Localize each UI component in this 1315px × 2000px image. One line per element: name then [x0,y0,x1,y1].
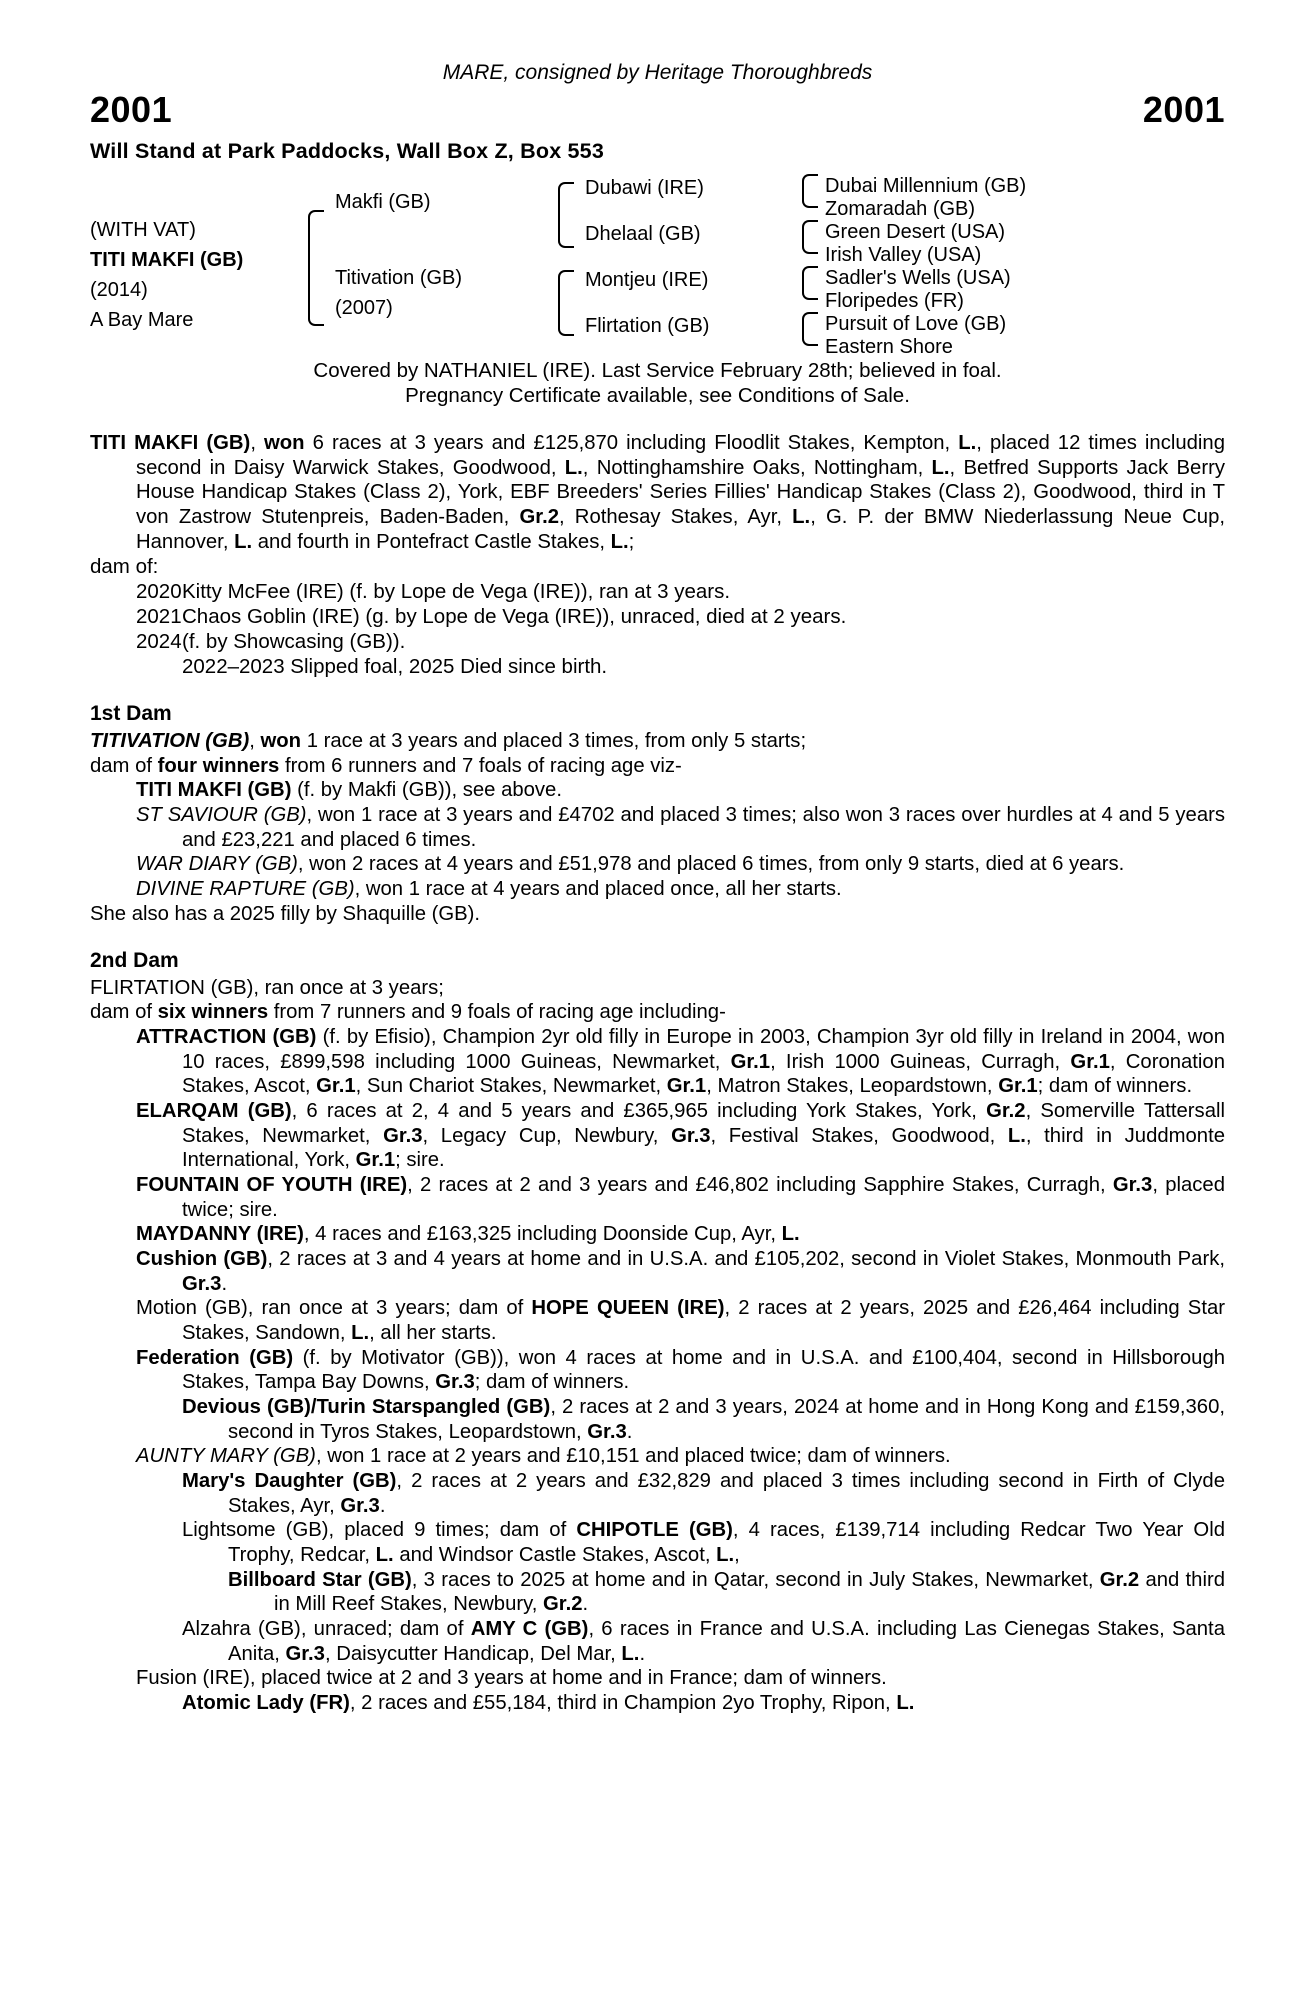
second-dam-entry [90,1346,1225,1395]
entry-text: , 2 races at 2 years, 2025 and £26,464 including Star Stakes, Sandown, [182,1297,1225,1345]
second-dam-entry [90,1691,1225,1716]
entry-black-type: Gr.1 [355,1149,396,1172]
second-dam-entry [90,1099,1225,1173]
entry-name: WAR DIARY (GB) [136,853,298,876]
entry-text: , 2 races at 3 and 4 years at home and in U.S.A. and £105,202, second in Violet Stakes, Monmouth Park, [267,1248,1225,1271]
entry-name: FOUNTAIN OF YOUTH (IRE) [136,1174,408,1197]
covering-line-1: Covered by NATHANIEL (IRE). Last Service February 28th; believed in foal. [313,358,1002,382]
lot-number-left: 2001 [90,88,173,130]
record-black-type-4: Gr.2 [519,506,559,529]
stand-location-line: Will Stand at Park Paddocks, Wall Box Z, Box 553 [90,138,604,163]
entry-text: , 2 races at 2 years and £32,829 and placed 3 times including second in Firth of Clyde Stakes, Ayr, [228,1469,1225,1517]
brace-ggp-2 [802,220,818,254]
entry-text: , 3 races to 2025 at home and in Qatar, second in July Stakes, Newmarket, [411,1568,1100,1591]
entry-text: (f. by Motivator (GB)), won 4 races at home and in U.S.A. and £100,404, second in Hillsborough Stakes, Tampa Bay Downs, [182,1346,1225,1394]
consignor-line: MARE, consigned by Heritage Thoroughbreds [442,61,873,84]
brace-sire [558,182,574,248]
entry-text: , all her starts. [369,1322,497,1345]
first-dam-entry [90,803,1225,852]
entry-text: , placed twice; sire. [182,1174,1225,1221]
entry-text: , Daisycutter Handicap, Del Mar, [324,1642,622,1665]
record-text-6: , G. P. der BMW Niederlassung Neue Cup, Hannover, [136,506,1225,553]
record-black-type-7: L. [610,530,629,553]
entry-black-type: AMY C (GB) [470,1617,589,1640]
entry-name: DIVINE RAPTURE (GB) [136,877,355,900]
entry-name: Fusion (IRE) [136,1667,250,1690]
entry-text: , Somerville Tattersall Stakes, Newmarket, [182,1100,1225,1147]
progeny-year: 2020 [136,580,182,604]
record-black-type-1: L. [958,432,977,455]
record-black-type-6: L. [234,530,253,553]
second-dam-entry [90,1469,1225,1518]
progeny-text: 2022–2023 Slipped foal, 2025 Died since birth. [182,655,608,679]
entry-text: , ran once at 3 years; dam of [247,1297,532,1320]
entry-name: ATTRACTION (GB) [136,1026,317,1049]
entry-text: , Matron Stakes, Leopardstown, [706,1075,999,1098]
entry-text: , Festival Stakes, Goodwood, [710,1124,1008,1147]
record-text-4: , Betfred Supports Jack Berry House Handicap Stakes (Class 2), York, EBF Breeders' Series Fillies' Handicap Stakes (Class 2), Goodwood, third in T von Zastrow Stutenpreis, Baden-Baden, [136,456,1225,529]
first-dam-entry [90,852,1225,877]
brace-ggp-1 [802,174,818,208]
entry-black-type: Gr.1 [998,1075,1038,1098]
progeny-row [90,604,1225,629]
entry-text: , 6 races in France and U.S.A. including Las Cienegas Stakes, Santa Anita, [228,1617,1225,1665]
sire-sire-name: Dubawi (IRE) [585,176,704,199]
covering-details [90,358,1225,409]
entry-text: . [379,1494,386,1517]
entry-black-type: L. [781,1223,800,1246]
entry-text: and third in Mill Reef Stakes, Newbury, [274,1568,1225,1616]
second-dam-entry [90,1025,1225,1099]
entry-black-type: Gr.2 [986,1100,1026,1123]
covering-line-2: Pregnancy Certificate available, see Conditions of Sale. [405,384,910,408]
race-record-name: TITI MAKFI (GB) [90,432,251,455]
dam-name: Titivation (GB) [335,266,463,289]
dam-sire-name: Montjeu (IRE) [585,268,709,291]
entry-black-type: HOPE QUEEN (IRE) [531,1297,725,1320]
second-dam-entry [90,1247,1225,1296]
second-dam-heading: 2nd Dam [90,949,179,973]
second-dam-entry [90,1395,1225,1444]
lot-number-right: 2001 [1142,88,1225,130]
subject-name: TITI MAKFI (GB) [90,248,244,271]
entry-text: , 2 races at 2 and 3 years and £46,802 including Sapphire Stakes, Curragh, [407,1174,1113,1197]
entry-name: Cushion (GB) [136,1248,268,1271]
first-dam-name: TITIVATION (GB) [90,729,250,752]
second-dam-line-2 [90,1000,1225,1025]
entry-text: , Irish 1000 Guineas, Curragh, [770,1050,1071,1073]
first-dam-entry [90,778,1225,803]
entry-black-type: Gr.1 [730,1050,771,1073]
entry-black-type: Gr.3 [285,1642,325,1665]
entry-text: , placed 9 times; dam of [328,1519,577,1542]
entry-name: Federation (GB) [136,1346,294,1369]
first-dam-line-1: TITIVATION (GB), won 1 race at 3 years and placed 3 times, from only 5 starts; [90,729,807,752]
progeny-year: 2024 [136,630,182,654]
entry-name: Alzahra (GB) [182,1617,301,1640]
progeny-list [90,579,1225,679]
pedigree-col-grandparents [585,174,800,344]
record-text-2: , placed 12 times including second in Daisy Warwick Stakes, Goodwood, [136,432,1225,479]
dam-dam-sire: Pursuit of Love (GB) [825,312,1007,335]
pedigree-col-sire-dam [335,174,555,326]
entry-black-type: Gr.3 [383,1124,423,1147]
entry-name: Billboard Star (GB) [228,1568,412,1591]
dam-dam-dam: Eastern Shore [825,335,953,358]
entry-name: Motion (GB) [136,1297,248,1320]
entry-text: , won 1 race at 4 years and placed once, all her starts. [354,877,842,900]
second-dam-name: FLIRTATION (GB) [90,976,254,999]
first-dam-won: won [260,729,302,752]
first-dam-entry [90,877,1225,902]
entry-black-type: L. [716,1543,735,1566]
pedigree-col-great-grandparents [825,174,1155,358]
entry-name: ST SAVIOUR (GB) [136,803,307,826]
brace-ggp-4 [802,312,818,346]
progeny-text: Chaos Goblin (IRE) (g. by Lope de Vega (IRE)), unraced, died at 2 years. [182,605,847,629]
entry-black-type: Gr.3 [435,1371,475,1394]
entry-text: . [582,1593,589,1616]
record-black-type-5: L. [792,506,811,529]
entry-black-type: Gr.2 [1099,1568,1140,1591]
entry-text: , Sun Chariot Stakes, Newmarket, [355,1075,667,1098]
entry-name: TITI MAKFI (GB) [136,779,292,802]
progeny-year: 2021 [136,605,182,629]
entry-text: and Windsor Castle Stakes, Ascot, [393,1543,717,1566]
entry-text: , 6 races at 2, 4 and 5 years and £365,965 including York Stakes, York, [291,1100,987,1123]
second-dam-damof-c: from 7 runners and 9 foals of racing age including- [268,1001,726,1024]
entry-text: , 4 races and £163,325 including Doonside Cup, Ayr, [303,1223,782,1246]
record-text-1: 6 races at 3 years and £125,870 including Floodlit Stakes, Kempton, [304,432,959,455]
progeny-row [90,654,1225,679]
entry-black-type: Gr.3 [587,1420,627,1443]
record-text-3: , Nottinghamshire Oaks, Nottingham, [582,456,932,479]
second-dam-entry-list [90,1025,1225,1715]
entry-black-type: Gr.3 [340,1494,380,1517]
progeny-year [90,654,182,679]
progeny-text: (f. by Showcasing (GB)). [182,630,406,654]
second-dam-entry [90,1617,1225,1666]
brace-dam [558,270,574,336]
second-dam-entry [90,1296,1225,1345]
race-record-won: won [264,432,305,455]
entry-text: . [639,1642,646,1665]
entry-black-type: L. [896,1691,915,1714]
entry-text: , unraced; dam of [300,1617,471,1640]
second-dam-entry [90,1222,1225,1247]
entry-text: , won 1 race at 2 years and £10,151 and placed twice; dam of winners. [315,1445,951,1468]
record-text-5: , Rothesay Stakes, Ayr, [558,506,793,529]
sire-dam-dam: Irish Valley (USA) [825,243,982,266]
pedigree-table [90,174,1225,358]
entry-name: Lightsome (GB) [182,1519,329,1542]
entry-text: ; dam of winners. [474,1371,630,1394]
first-dam-footer: She also has a 2025 filly by Shaquille (GB). [90,902,481,925]
entry-text: , [734,1543,740,1566]
vat-note: (WITH VAT) [90,218,196,241]
second-dam-entry [90,1666,1225,1691]
entry-name: Mary's Daughter (GB) [182,1469,397,1492]
first-dam-line-2 [90,754,1225,779]
entry-black-type: Gr.2 [543,1593,583,1616]
entry-text: (f. by Makfi (GB)), see above. [291,779,562,802]
record-text-7: and fourth in Pontefract Castle Stakes, [252,530,611,553]
brace-subject [308,210,324,326]
entry-text: , Legacy Cup, Newbury, [422,1124,672,1147]
entry-name: ELARQAM (GB) [136,1100,292,1123]
entry-black-type: Gr.3 [671,1124,711,1147]
entry-text: (f. by Efisio), Champion 2yr old filly in Europe in 2003, Champion 3yr old filly in Ireland in 2004, won 10 races, £899,598 including 1000 Guineas, Newmarket, [182,1026,1225,1073]
entry-black-type: Gr.3 [182,1272,222,1295]
entry-black-type: L. [621,1642,640,1665]
entry-name: Devious (GB)/Turin Starspangled (GB) [182,1395,551,1418]
first-dam-winners-count: four winners [157,754,280,777]
entry-name: MAYDANNY (IRE) [136,1223,304,1246]
entry-text: , Coronation Stakes, Ascot, [182,1050,1225,1098]
entry-text: ; sire. [395,1149,445,1172]
progeny-row [90,579,1225,604]
dam-of-label: dam of: [90,555,159,579]
entry-text: , 2 races at 2 and 3 years, 2024 at home and in Hong Kong and £159,360, second in Tyros Stakes, Leopardstown, [228,1395,1225,1443]
first-dam-damof-c: from 6 runners and 7 foals of racing age viz- [279,754,682,777]
entry-text: , won 2 races at 4 years and £51,978 and placed 6 times, from only 9 starts, died at 6 years. [297,853,1125,876]
second-dam-entry [90,1568,1225,1617]
entry-text: , won 1 race at 3 years and £4702 and placed 3 times; also won 3 races over hurdles at 4 and 5 years and £23,221 and placed 6 times. [182,803,1225,851]
brace-ggp-3 [802,266,818,300]
entry-black-type: Gr.1 [316,1075,356,1098]
second-dam-line-1 [90,976,1225,1001]
entry-black-type: Gr.3 [1112,1174,1153,1197]
entry-black-type: L. [351,1322,370,1345]
pedigree-subject [90,218,243,338]
entry-black-type: Gr.1 [666,1075,707,1098]
entry-text: . [221,1272,228,1295]
entry-text: , 4 races, £139,714 including Redcar Two Year Old Trophy, Redcar, [228,1519,1225,1566]
sire-dam-sire: Green Desert (USA) [825,220,1006,243]
entry-text: , placed twice at 2 and 3 years at home and in France; dam of winners. [249,1667,887,1690]
entry-text: . [626,1420,633,1443]
lot-number-row [90,88,1225,132]
record-text-8: ; [628,530,635,553]
second-dam-entry [90,1173,1225,1222]
first-dam-damof-a: dam of [90,754,158,777]
entry-black-type: L. [375,1543,394,1566]
entry-black-type: L. [1007,1124,1026,1147]
first-dam-rest: 1 race at 3 years and placed 3 times, from only 5 starts; [301,729,807,752]
dam-sire-sire: Sadler's Wells (USA) [825,266,1011,289]
entry-text: , third in Juddmonte International, York, [182,1124,1225,1172]
entry-black-type: CHIPOTLE (GB) [576,1519,733,1542]
record-black-type-3: L. [931,456,950,479]
sire-sire-sire: Dubai Millennium (GB) [825,174,1027,197]
second-dam-rest: , ran once at 3 years; [253,976,444,999]
progeny-row [90,629,1225,654]
second-dam-winners-count: six winners [157,1001,269,1024]
entry-black-type: Gr.1 [1070,1050,1110,1073]
progeny-text: Kitty McFee (IRE) (f. by Lope de Vega (IRE)), ran at 3 years. [182,580,731,604]
second-dam-entry [90,1444,1225,1469]
first-dam-heading: 1st Dam [90,702,172,726]
entry-text: ; dam of winners. [1037,1075,1193,1098]
dam-dam-name: Flirtation (GB) [585,314,710,337]
second-dam-entry [90,1518,1225,1567]
subject-description: A Bay Mare [90,308,194,331]
entry-name: Atomic Lady (FR) [182,1691,350,1714]
second-dam-damof-a: dam of [90,1001,158,1024]
dam-sire-dam: Floripedes (FR) [825,289,964,312]
entry-text: , 2 races and £55,184, third in Champion 2yo Trophy, Ripon, [349,1691,897,1714]
sire-dam-name: Dhelaal (GB) [585,222,701,245]
sire-sire-dam: Zomaradah (GB) [825,197,976,220]
subject-year: (2014) [90,278,148,301]
sire-name: Makfi (GB) [335,190,431,213]
dam-year: (2007) [335,296,393,319]
race-record-paragraph: TITI MAKFI (GB), won 6 races at 3 years and £125,870 including Floodlit Stakes, Kempton, L., placed 12 times including second in Daisy Warwick Stakes, Goodwood, L., Nottinghamshire Oaks, Nottingham, L., Betfred Supports Jack Berry House Handicap Stakes (Class 2), York, EBF Breeders' Series Fillies' Handicap Stakes (Class 2), Goodwood, third in T von Zastrow Stutenpreis, Baden-Baden, Gr.2, Rothesay Stakes, Ayr, L., G. P. der BMW Niederlassung Neue Cup, Hannover, L. and fourth in Pontefract Castle Stakes, L.; [90,432,1225,553]
entry-name: AUNTY MARY (GB) [136,1445,316,1468]
record-black-type-2: L. [564,456,583,479]
